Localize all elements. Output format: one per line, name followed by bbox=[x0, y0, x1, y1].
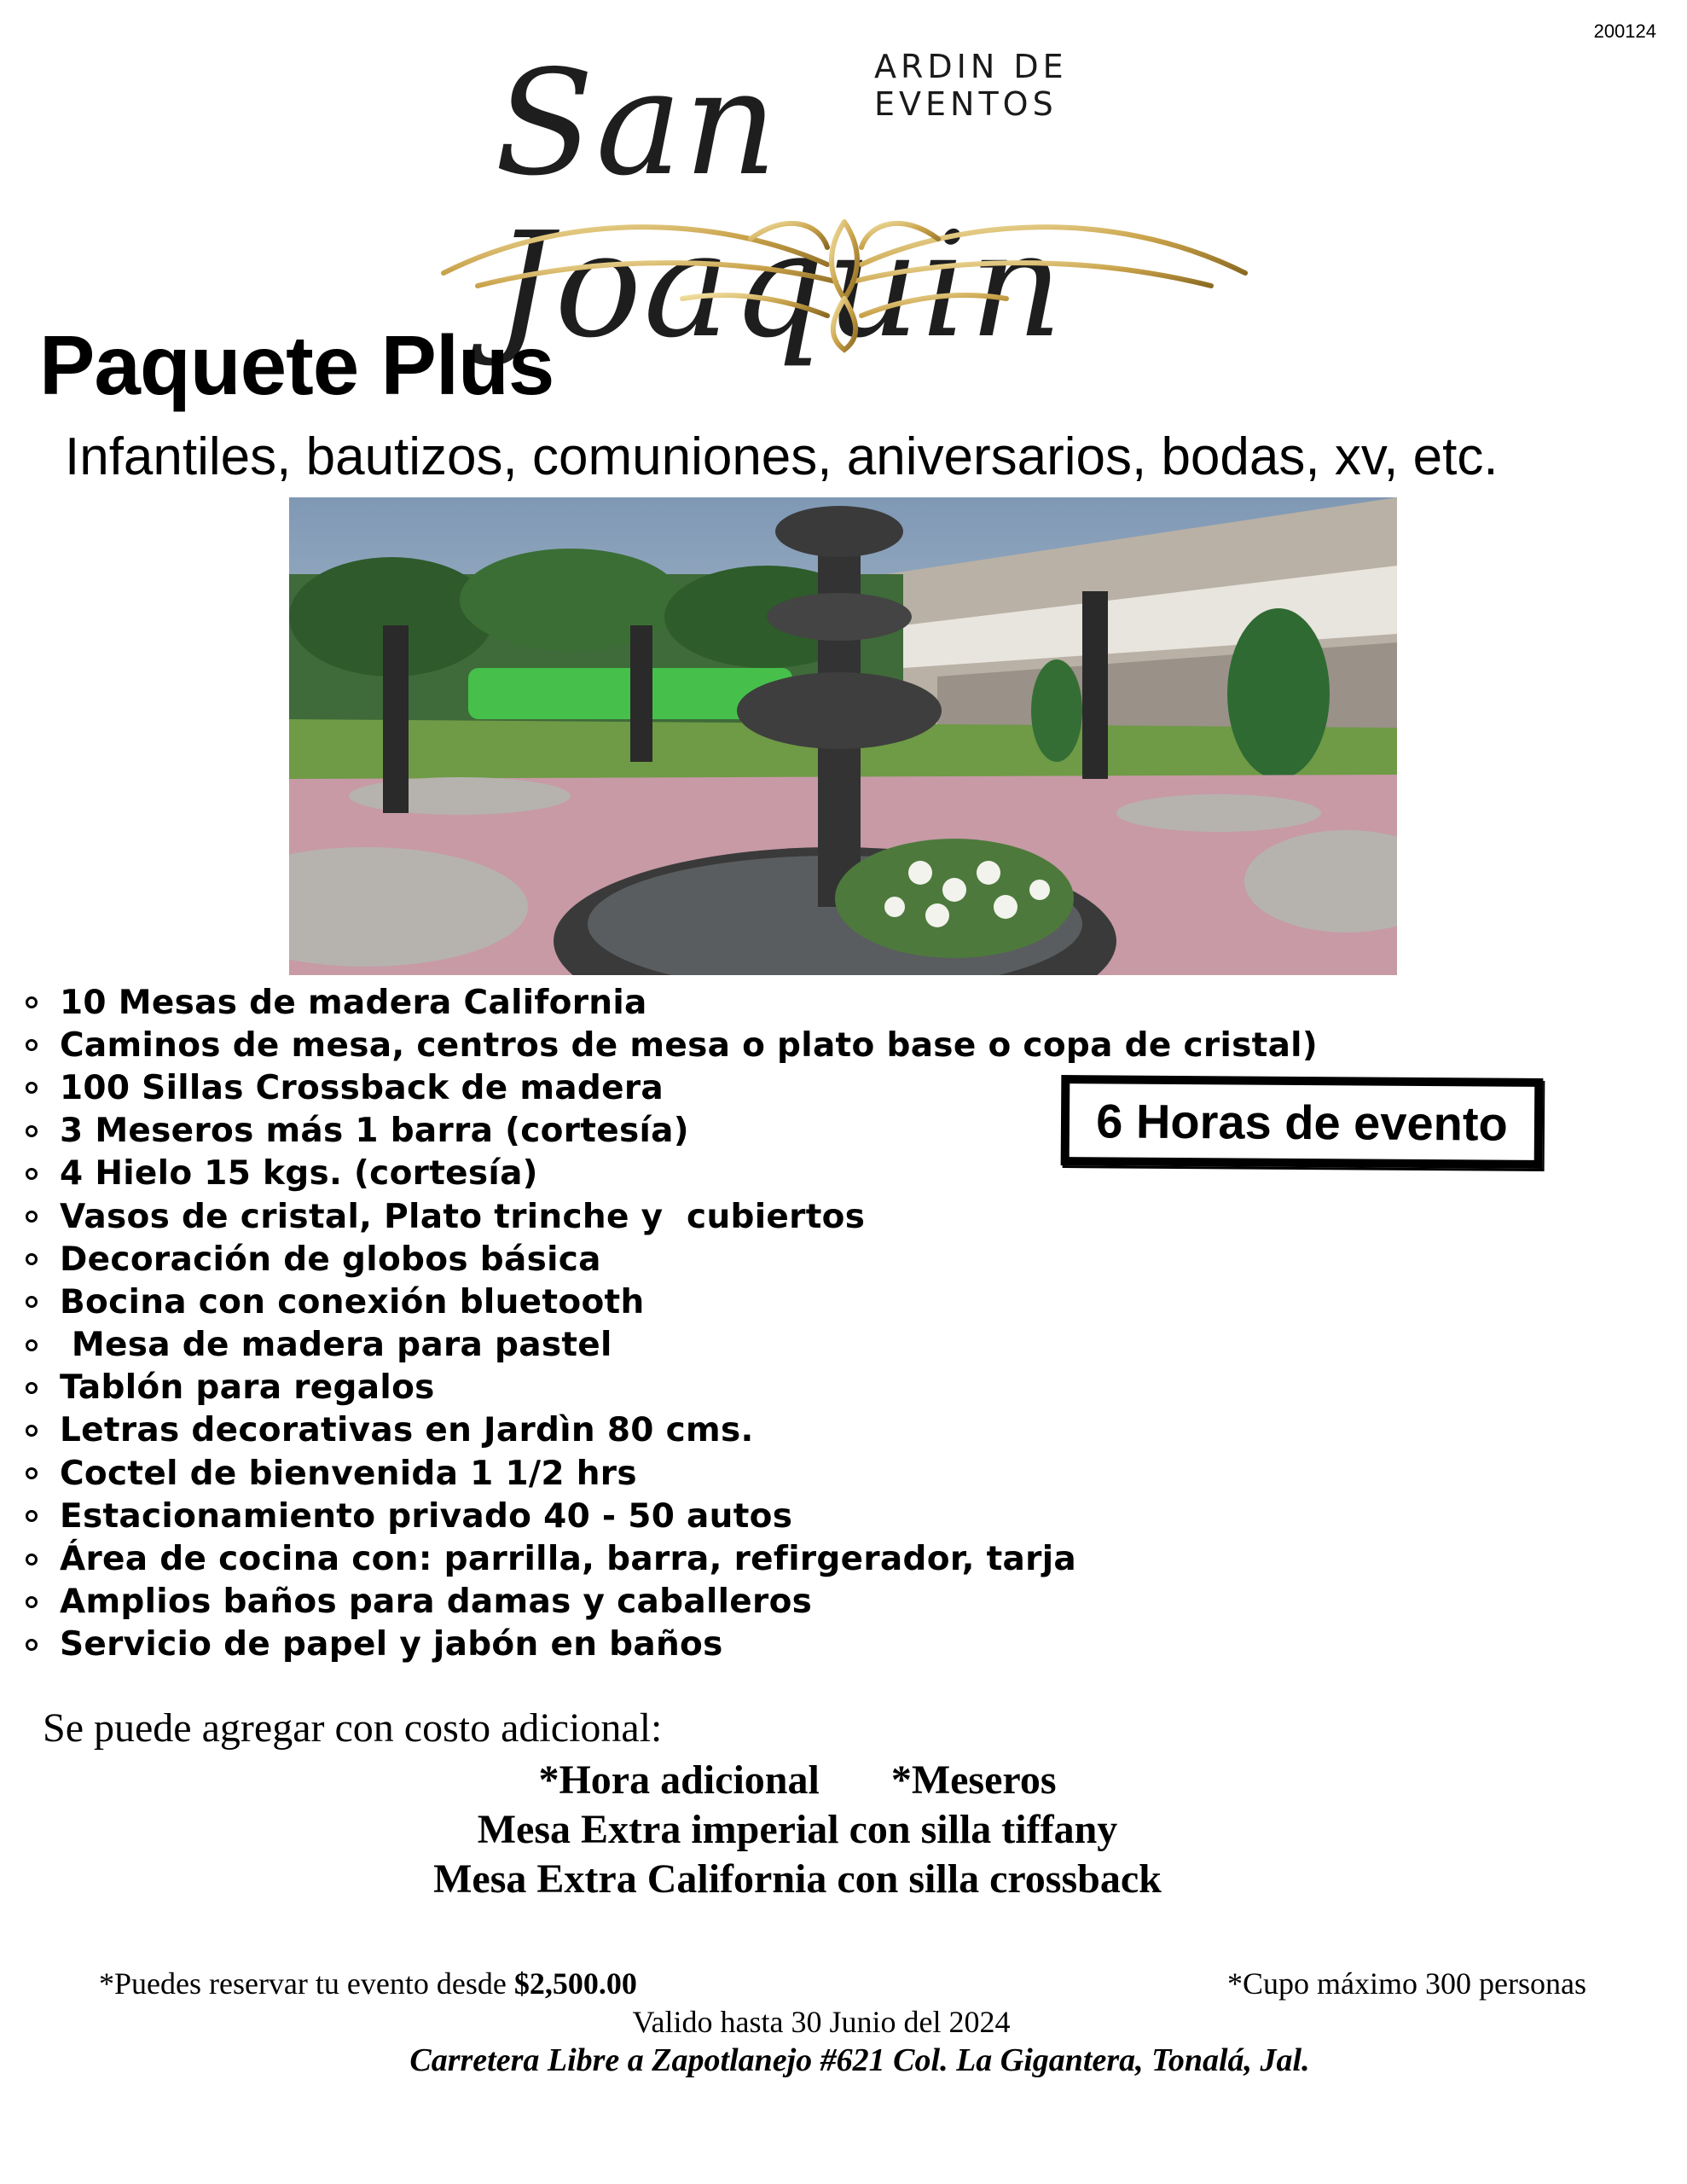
list-item: Mesa de madera para pastel bbox=[24, 1324, 1318, 1367]
extras-line: Mesa Extra imperial con silla tiffany bbox=[477, 1807, 1118, 1852]
list-item: Decoración de globos básica bbox=[24, 1238, 1318, 1281]
reservation-note: *Puedes reservar tu evento desde $2,500.00 bbox=[99, 1966, 637, 2001]
bullet-icon bbox=[26, 1125, 38, 1137]
list-item: Área de cocina con: parrilla, barra, refirgerador, tarja bbox=[24, 1537, 1318, 1580]
bullet-icon bbox=[26, 1382, 38, 1394]
bullet-icon bbox=[26, 1082, 38, 1094]
logo-subtitle: ARDIN DE EVENTOS bbox=[874, 48, 1068, 123]
venue-fountain-photo bbox=[289, 497, 1397, 975]
page-title: Paquete Plus bbox=[39, 318, 554, 412]
extras-line: Mesa Extra California con silla crossback bbox=[433, 1856, 1162, 1902]
logo-name: San Joaquin bbox=[495, 39, 1065, 370]
extras-list bbox=[0, 1756, 1595, 1904]
list-item: Vasos de cristal, Plato trinche y cubiertos bbox=[24, 1195, 1318, 1238]
list-item: Estacionamiento privado 40 - 50 autos bbox=[24, 1495, 1318, 1537]
list-item: Caminos de mesa, centros de mesa o plato base o copa de cristal) bbox=[24, 1024, 1318, 1066]
list-item: 3 Meseros más 1 barra (cortesía) bbox=[24, 1110, 1318, 1153]
bullet-icon bbox=[26, 1339, 38, 1351]
list-item: Servicio de papel y jabón en baños bbox=[24, 1623, 1318, 1666]
bullet-icon bbox=[26, 1554, 38, 1565]
bullet-icon bbox=[26, 1467, 38, 1479]
venue-address: Carretera Libre a Zapotlanejo #621 Col. La Gigantera, Tonalá, Jal. bbox=[409, 2042, 1310, 2078]
bullet-icon bbox=[26, 1639, 38, 1651]
reservation-price: $2,500.00 bbox=[513, 1966, 637, 2001]
bullet-icon bbox=[26, 1510, 38, 1522]
event-types-subtitle: Infantiles, bautizos, comuniones, aniversarios, bodas, xv, etc. bbox=[65, 427, 1499, 486]
bullet-icon bbox=[26, 1296, 38, 1308]
validity-note: Valido hasta 30 Junio del 2024 bbox=[632, 2005, 1011, 2039]
amenities-list bbox=[24, 981, 1318, 1666]
list-item: Tablón para regalos bbox=[24, 1367, 1318, 1409]
capacity-note: *Cupo máximo 300 personas bbox=[1227, 1966, 1586, 2001]
list-item: Coctel de bienvenida 1 1/2 hrs bbox=[24, 1452, 1318, 1495]
bullet-icon bbox=[26, 1425, 38, 1437]
bullet-icon bbox=[26, 1596, 38, 1608]
extras-intro: Se puede agregar con costo adicional: bbox=[43, 1705, 663, 1751]
list-item: Letras decorativas en Jardìn 80 cms. bbox=[24, 1409, 1318, 1452]
bullet-icon bbox=[26, 1168, 38, 1180]
bullet-icon bbox=[26, 1253, 38, 1265]
logo bbox=[426, 39, 1262, 370]
extras-line: *Hora adicional *Meseros bbox=[538, 1757, 1057, 1803]
document-code: 200124 bbox=[1593, 20, 1656, 42]
bullet-icon bbox=[26, 1039, 38, 1051]
list-item: Bocina con conexión bluetooth bbox=[24, 1281, 1318, 1323]
list-item: Amplios baños para damas y caballeros bbox=[24, 1581, 1318, 1623]
list-item: 10 Mesas de madera California bbox=[24, 981, 1318, 1024]
bullet-icon bbox=[26, 1211, 38, 1223]
event-duration-badge: 6 Horas de evento bbox=[1061, 1075, 1544, 1169]
list-item: 100 Sillas Crossback de madera bbox=[24, 1066, 1318, 1109]
list-item: 4 Hielo 15 kgs. (cortesía) bbox=[24, 1153, 1318, 1195]
bullet-icon bbox=[26, 996, 38, 1008]
